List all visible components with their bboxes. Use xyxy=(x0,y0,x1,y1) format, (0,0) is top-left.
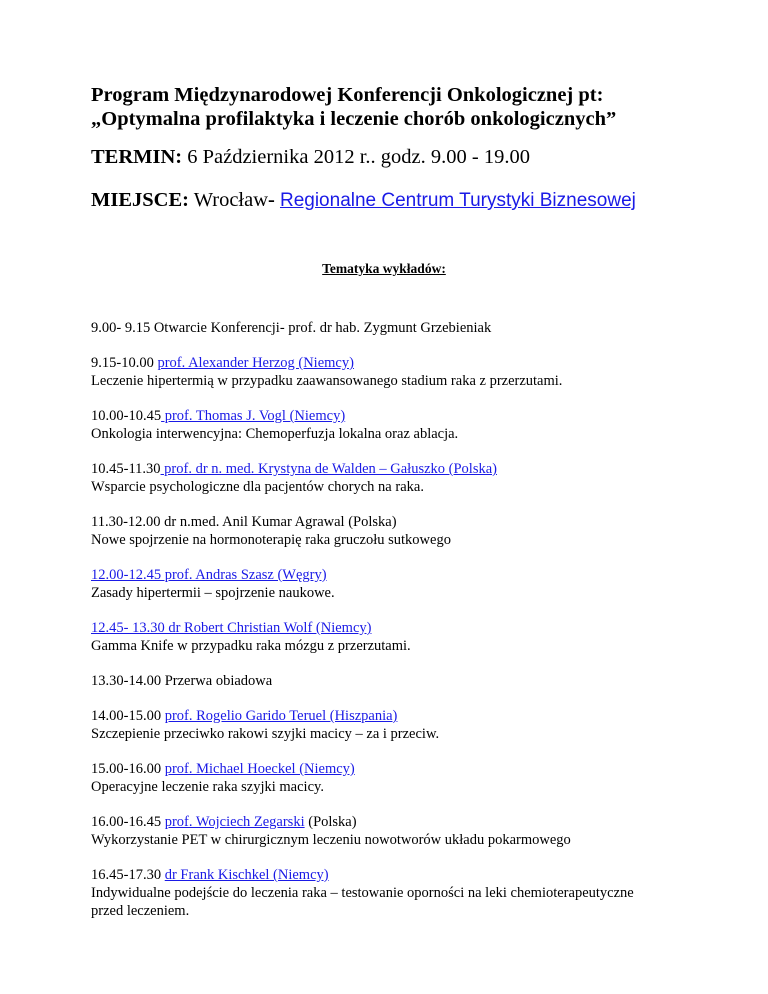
agenda-topic: Indywidualne podejście do leczenia raka – testowanie oporności na leki chemioterapeutyczne xyxy=(91,885,634,901)
speaker-link[interactable]: prof. Rogelio Garido Teruel (Hiszpania) xyxy=(164,708,398,724)
agenda-item xyxy=(91,813,741,849)
title-line-1: Program Międzynarodowej Konferencji Onkologicznej pt: xyxy=(91,84,604,106)
agenda-item xyxy=(91,707,741,743)
agenda-time: 10.45-11.30 xyxy=(91,461,161,477)
termin-line xyxy=(91,144,751,170)
agenda-item xyxy=(91,407,741,443)
speaker-link[interactable]: prof. Thomas J. Vogl (Niemcy) xyxy=(161,408,346,424)
miejsce-label: MIEJSCE: xyxy=(91,189,189,211)
agenda-topic: Wsparcie psychologiczne dla pacjentów chorych na raka. xyxy=(91,479,424,495)
agenda-item xyxy=(91,566,741,602)
miejsce-city: Wrocław xyxy=(188,189,269,211)
agenda-topic: Gamma Knife w przypadku raka mózgu z przerzutami. xyxy=(91,638,411,654)
agenda-item xyxy=(91,619,741,655)
agenda-time: 13.30-14.00 Przerwa obiadowa xyxy=(91,673,273,689)
speaker-link[interactable]: prof. Alexander Herzog (Niemcy) xyxy=(157,355,354,371)
agenda-time: 9.15-10.00 xyxy=(91,355,158,371)
venue-link[interactable]: Regionalne Centrum Turystyki Biznesowej xyxy=(279,190,636,211)
agenda-time: 15.00-16.00 xyxy=(91,761,165,777)
agenda-topic: Wykorzystanie PET w chirurgicznym leczeniu nowotworów układu pokarmowego xyxy=(91,832,571,848)
agenda-topic: Operacyjne leczenie raka szyjki macicy. xyxy=(91,779,324,795)
termin-label: TERMIN: xyxy=(91,146,183,168)
agenda-time: 14.00-15.00 xyxy=(91,708,165,724)
speaker-link[interactable]: prof. dr n. med. Krystyna de Walden – Gałuszko (Polska) xyxy=(160,461,497,477)
agenda-item xyxy=(91,354,741,390)
speaker-country: (Polska) xyxy=(304,814,357,830)
speaker-link[interactable]: prof. Michael Hoeckel (Niemcy) xyxy=(164,761,355,777)
agenda-time: 10.00-10.45 xyxy=(91,408,162,424)
agenda-item xyxy=(91,866,741,920)
agenda-item xyxy=(91,760,741,796)
agenda-time: 11.30-12.00 dr n.med. Anil Kumar Agrawal (Polska) xyxy=(91,514,397,530)
agenda-item xyxy=(91,319,741,337)
agenda-topic: Leczenie hipertermią w przypadku zaawansowanego stadium raka z przerzutami. xyxy=(91,373,563,389)
termin-value: 6 Października 2012 r.. godz. 9.00 - 19.00 xyxy=(182,146,530,168)
agenda-topic: Nowe spojrzenie na hormonoterapię raka gruczołu sutkowego xyxy=(91,532,451,548)
agenda-time: 16.45-17.30 xyxy=(91,867,165,883)
conference-title xyxy=(91,83,731,131)
agenda-time: 16.00-16.45 xyxy=(91,814,165,830)
speaker-link[interactable]: 12.45- 13.30 dr Robert Christian Wolf (Niemcy) xyxy=(91,620,372,636)
agenda-topic-continued: przed leczeniem. xyxy=(91,903,190,919)
lectures-heading: Tematyka wykładów: xyxy=(322,261,446,276)
speaker-link[interactable]: 12.00-12.45 prof. Andras Szasz (Węgry) xyxy=(91,567,327,583)
speaker-link[interactable]: prof. Wojciech Zegarski xyxy=(164,814,305,830)
agenda-item xyxy=(91,513,741,549)
miejsce-line xyxy=(91,187,751,214)
agenda-topic: Onkologia interwencyjna: Chemoperfuzja lokalna oraz ablacja. xyxy=(91,426,459,442)
agenda-topic: Szczepienie przeciwko rakowi szyjki macicy – za i przeciw. xyxy=(91,726,440,742)
agenda-topic: Zasady hipertermii – spojrzenie naukowe. xyxy=(91,585,335,601)
miejsce-dash: - xyxy=(268,189,280,211)
agenda-list xyxy=(91,319,741,937)
title-line-2: „Optymalna profilaktyka i leczenie chorób onkologicznych” xyxy=(91,108,617,130)
agenda-item xyxy=(91,672,741,690)
agenda-item xyxy=(91,460,741,496)
agenda-time: 9.00- 9.15 Otwarcie Konferencji- prof. dr hab. Zygmunt Grzebieniak xyxy=(91,320,492,336)
speaker-link[interactable]: dr Frank Kischkel (Niemcy) xyxy=(164,867,329,883)
